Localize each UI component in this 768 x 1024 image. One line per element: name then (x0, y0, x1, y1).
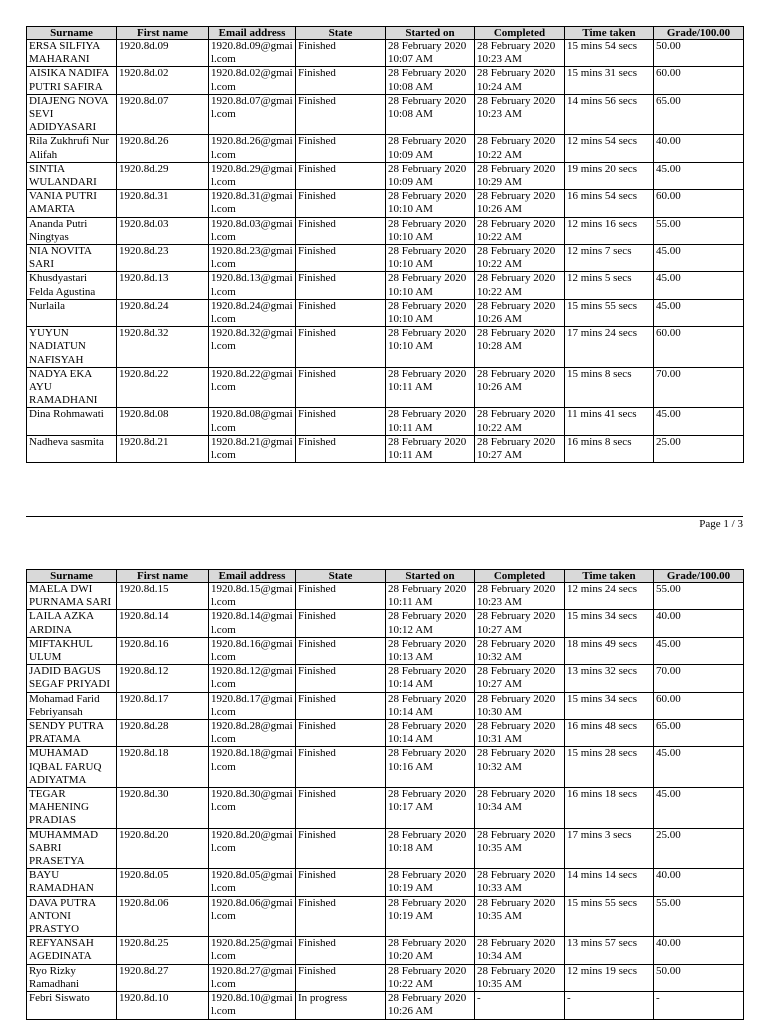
grade-cell: 50.00 (654, 40, 744, 67)
first-name-cell: 1920.8d.07 (117, 94, 209, 135)
grade-cell: 25.00 (654, 828, 744, 869)
first-name-cell: 1920.8d.15 (117, 583, 209, 610)
email-cell: 1920.8d.30@gmail.com (209, 788, 296, 829)
time-taken-cell: 15 mins 31 secs (565, 67, 654, 94)
table-row (27, 869, 744, 896)
table-row (27, 747, 744, 788)
surname-cell: TEGAR MAHENING PRADIAS (27, 788, 117, 829)
table-row (27, 720, 744, 747)
first-name-cell: 1920.8d.14 (117, 610, 209, 637)
state-cell: Finished (296, 692, 386, 719)
first-name-cell: 1920.8d.30 (117, 788, 209, 829)
state-cell: Finished (296, 937, 386, 964)
grade-cell: 45.00 (654, 299, 744, 326)
table-row (27, 637, 744, 664)
completed-cell: 28 February 2020 10:35 AM (475, 964, 565, 991)
completed-cell: 28 February 2020 10:35 AM (475, 828, 565, 869)
completed-cell: 28 February 2020 10:26 AM (475, 190, 565, 217)
table-row (27, 67, 744, 94)
completed-cell: 28 February 2020 10:23 AM (475, 40, 565, 67)
started-on-cell: 28 February 2020 10:19 AM (386, 869, 475, 896)
state-cell: Finished (296, 788, 386, 829)
completed-cell: 28 February 2020 10:24 AM (475, 67, 565, 94)
email-cell: 1920.8d.29@gmail.com (209, 162, 296, 189)
table-body (27, 40, 744, 463)
first-name-cell: 1920.8d.03 (117, 217, 209, 244)
surname-cell: MUHAMMAD SABRI PRASETYA (27, 828, 117, 869)
email-cell: 1920.8d.05@gmail.com (209, 869, 296, 896)
first-name-cell: 1920.8d.24 (117, 299, 209, 326)
started-on-cell: 28 February 2020 10:10 AM (386, 190, 475, 217)
grade-cell: 55.00 (654, 217, 744, 244)
page-number: Page 1 / 3 (699, 518, 743, 530)
started-on-cell: 28 February 2020 10:09 AM (386, 135, 475, 162)
started-on-cell: 28 February 2020 10:08 AM (386, 94, 475, 135)
email-cell: 1920.8d.09@gmail.com (209, 40, 296, 67)
first-name-cell: 1920.8d.27 (117, 964, 209, 991)
first-name-cell: 1920.8d.17 (117, 692, 209, 719)
state-cell: Finished (296, 327, 386, 368)
completed-cell: 28 February 2020 10:34 AM (475, 937, 565, 964)
table-header-row (27, 570, 744, 583)
email-cell: 1920.8d.31@gmail.com (209, 190, 296, 217)
state-cell: Finished (296, 828, 386, 869)
completed-cell: 28 February 2020 10:22 AM (475, 272, 565, 299)
state-cell: Finished (296, 637, 386, 664)
state-cell: Finished (296, 367, 386, 408)
table-row (27, 162, 744, 189)
time-taken-cell: 17 mins 3 secs (565, 828, 654, 869)
email-cell: 1920.8d.16@gmail.com (209, 637, 296, 664)
started-on-cell: 28 February 2020 10:10 AM (386, 272, 475, 299)
table-body (27, 583, 744, 1020)
grade-cell: 50.00 (654, 964, 744, 991)
time-taken-cell: 17 mins 24 secs (565, 327, 654, 368)
completed-cell: 28 February 2020 10:26 AM (475, 299, 565, 326)
table-row (27, 665, 744, 692)
first-name-cell: 1920.8d.22 (117, 367, 209, 408)
time-taken-cell: 12 mins 19 secs (565, 964, 654, 991)
grade-cell: 60.00 (654, 67, 744, 94)
surname-cell: SINTIA WULANDARI (27, 162, 117, 189)
first-name-cell: 1920.8d.26 (117, 135, 209, 162)
table-row (27, 94, 744, 135)
state-cell: Finished (296, 665, 386, 692)
started-on-cell: 28 February 2020 10:10 AM (386, 245, 475, 272)
email-cell: 1920.8d.22@gmail.com (209, 367, 296, 408)
first-name-header: First name (117, 27, 209, 40)
started-on-cell: 28 February 2020 10:10 AM (386, 299, 475, 326)
surname-cell: Rila Zukhrufi Nur Alifah (27, 135, 117, 162)
first-name-cell: 1920.8d.20 (117, 828, 209, 869)
table-row (27, 408, 744, 435)
surname-header: Surname (27, 570, 117, 583)
grade-cell: 40.00 (654, 610, 744, 637)
surname-cell: Nadheva sasmita (27, 435, 117, 462)
email-cell: 1920.8d.17@gmail.com (209, 692, 296, 719)
surname-cell: NADYA EKA AYU RAMADHANI (27, 367, 117, 408)
table-row (27, 583, 744, 610)
surname-header: Surname (27, 27, 117, 40)
started-on-cell: 28 February 2020 10:18 AM (386, 828, 475, 869)
email-cell: 1920.8d.03@gmail.com (209, 217, 296, 244)
table-row (27, 299, 744, 326)
time-taken-cell: - (565, 992, 654, 1019)
surname-cell: ERSA SILFIYA MAHARANI (27, 40, 117, 67)
time-taken-cell: 12 mins 54 secs (565, 135, 654, 162)
completed-cell: 28 February 2020 10:26 AM (475, 367, 565, 408)
started-on-cell: 28 February 2020 10:19 AM (386, 896, 475, 937)
completed-cell: 28 February 2020 10:31 AM (475, 720, 565, 747)
email-cell: 1920.8d.27@gmail.com (209, 964, 296, 991)
state-cell: Finished (296, 190, 386, 217)
email-cell: 1920.8d.07@gmail.com (209, 94, 296, 135)
first-name-cell: 1920.8d.08 (117, 408, 209, 435)
first-name-cell: 1920.8d.12 (117, 665, 209, 692)
first-name-cell: 1920.8d.05 (117, 869, 209, 896)
surname-cell: MIFTAKHUL ULUM (27, 637, 117, 664)
started-on-cell: 28 February 2020 10:20 AM (386, 937, 475, 964)
grade-cell: 45.00 (654, 408, 744, 435)
state-cell: Finished (296, 747, 386, 788)
grade-cell: 70.00 (654, 367, 744, 408)
time-taken-cell: 15 mins 55 secs (565, 299, 654, 326)
time-taken-cell: 14 mins 14 secs (565, 869, 654, 896)
email-cell: 1920.8d.20@gmail.com (209, 828, 296, 869)
table-row (27, 367, 744, 408)
completed-cell: 28 February 2020 10:27 AM (475, 435, 565, 462)
first-name-cell: 1920.8d.02 (117, 67, 209, 94)
email-cell: 1920.8d.06@gmail.com (209, 896, 296, 937)
completed-cell: 28 February 2020 10:32 AM (475, 637, 565, 664)
grade-cell: 45.00 (654, 162, 744, 189)
table-row (27, 272, 744, 299)
completed-cell: 28 February 2020 10:29 AM (475, 162, 565, 189)
completed-cell: 28 February 2020 10:35 AM (475, 896, 565, 937)
time-taken-header: Time taken (565, 570, 654, 583)
email-cell: 1920.8d.24@gmail.com (209, 299, 296, 326)
started-on-cell: 28 February 2020 10:11 AM (386, 583, 475, 610)
started-on-cell: 28 February 2020 10:07 AM (386, 40, 475, 67)
surname-cell: Khusdyastari Felda Agustina (27, 272, 117, 299)
grade-cell: 40.00 (654, 937, 744, 964)
first-name-cell: 1920.8d.16 (117, 637, 209, 664)
completed-cell: 28 February 2020 10:27 AM (475, 610, 565, 637)
surname-cell: Ryo Rizky Ramadhani (27, 964, 117, 991)
email-cell: 1920.8d.12@gmail.com (209, 665, 296, 692)
first-name-cell: 1920.8d.10 (117, 992, 209, 1019)
started-on-cell: 28 February 2020 10:11 AM (386, 408, 475, 435)
email-cell: 1920.8d.08@gmail.com (209, 408, 296, 435)
time-taken-cell: 15 mins 34 secs (565, 692, 654, 719)
grade-cell: 70.00 (654, 665, 744, 692)
completed-cell: 28 February 2020 10:28 AM (475, 327, 565, 368)
email-cell: 1920.8d.28@gmail.com (209, 720, 296, 747)
completed-cell: 28 February 2020 10:23 AM (475, 583, 565, 610)
table-row (27, 992, 744, 1019)
state-cell: Finished (296, 217, 386, 244)
started-on-cell: 28 February 2020 10:14 AM (386, 665, 475, 692)
state-cell: Finished (296, 610, 386, 637)
table-row (27, 435, 744, 462)
grade-cell: 40.00 (654, 135, 744, 162)
state-cell: In progress (296, 992, 386, 1019)
state-cell: Finished (296, 135, 386, 162)
email-cell: 1920.8d.26@gmail.com (209, 135, 296, 162)
state-cell: Finished (296, 408, 386, 435)
state-cell: Finished (296, 720, 386, 747)
time-taken-cell: 15 mins 34 secs (565, 610, 654, 637)
state-cell: Finished (296, 299, 386, 326)
completed-cell: 28 February 2020 10:32 AM (475, 747, 565, 788)
grade-cell: 45.00 (654, 637, 744, 664)
grades-table-page-2 (26, 569, 744, 1020)
state-cell: Finished (296, 245, 386, 272)
time-taken-cell: 15 mins 28 secs (565, 747, 654, 788)
email-header: Email address (209, 27, 296, 40)
time-taken-cell: 12 mins 7 secs (565, 245, 654, 272)
surname-cell: LAILA AZKA ARDINA (27, 610, 117, 637)
grade-cell: 60.00 (654, 190, 744, 217)
table-row (27, 828, 744, 869)
completed-cell: 28 February 2020 10:23 AM (475, 94, 565, 135)
time-taken-cell: 13 mins 32 secs (565, 665, 654, 692)
email-cell: 1920.8d.23@gmail.com (209, 245, 296, 272)
time-taken-cell: 18 mins 49 secs (565, 637, 654, 664)
table-row (27, 40, 744, 67)
time-taken-cell: 16 mins 8 secs (565, 435, 654, 462)
table-row (27, 135, 744, 162)
grade-cell: - (654, 992, 744, 1019)
time-taken-cell: 12 mins 5 secs (565, 272, 654, 299)
surname-cell: YUYUN NADIATUN NAFISYAH (27, 327, 117, 368)
grade-cell: 55.00 (654, 583, 744, 610)
email-cell: 1920.8d.32@gmail.com (209, 327, 296, 368)
grade-cell: 40.00 (654, 869, 744, 896)
time-taken-cell: 12 mins 24 secs (565, 583, 654, 610)
state-cell: Finished (296, 896, 386, 937)
surname-cell: NIA NOVITA SARI (27, 245, 117, 272)
state-cell: Finished (296, 94, 386, 135)
time-taken-cell: 16 mins 48 secs (565, 720, 654, 747)
table-row (27, 692, 744, 719)
state-header: State (296, 570, 386, 583)
grade-cell: 45.00 (654, 272, 744, 299)
started-on-cell: 28 February 2020 10:17 AM (386, 788, 475, 829)
surname-cell: REFYANSAH AGEDINATA (27, 937, 117, 964)
email-cell: 1920.8d.21@gmail.com (209, 435, 296, 462)
time-taken-header: Time taken (565, 27, 654, 40)
started-on-header: Started on (386, 570, 475, 583)
email-cell: 1920.8d.02@gmail.com (209, 67, 296, 94)
completed-cell: 28 February 2020 10:22 AM (475, 135, 565, 162)
completed-cell: 28 February 2020 10:22 AM (475, 245, 565, 272)
grade-cell: 60.00 (654, 327, 744, 368)
surname-cell: MUHAMAD IQBAL FARUQ ADIYATMA (27, 747, 117, 788)
started-on-cell: 28 February 2020 10:09 AM (386, 162, 475, 189)
state-cell: Finished (296, 435, 386, 462)
first-name-cell: 1920.8d.23 (117, 245, 209, 272)
completed-cell: 28 February 2020 10:27 AM (475, 665, 565, 692)
started-on-cell: 28 February 2020 10:14 AM (386, 692, 475, 719)
started-on-header: Started on (386, 27, 475, 40)
state-cell: Finished (296, 272, 386, 299)
completed-cell: 28 February 2020 10:33 AM (475, 869, 565, 896)
grade-cell: 45.00 (654, 747, 744, 788)
email-cell: 1920.8d.10@gmail.com (209, 992, 296, 1019)
table-row (27, 327, 744, 368)
time-taken-cell: 15 mins 8 secs (565, 367, 654, 408)
started-on-cell: 28 February 2020 10:12 AM (386, 610, 475, 637)
surname-cell: Mohamad Farid Febriyansah (27, 692, 117, 719)
table-row (27, 610, 744, 637)
grade-cell: 25.00 (654, 435, 744, 462)
surname-cell: MAELA DWI PURNAMA SARI (27, 583, 117, 610)
email-cell: 1920.8d.25@gmail.com (209, 937, 296, 964)
first-name-cell: 1920.8d.13 (117, 272, 209, 299)
table-row (27, 896, 744, 937)
started-on-cell: 28 February 2020 10:10 AM (386, 327, 475, 368)
grade-cell: 65.00 (654, 94, 744, 135)
state-cell: Finished (296, 964, 386, 991)
started-on-cell: 28 February 2020 10:13 AM (386, 637, 475, 664)
table-row (27, 190, 744, 217)
state-cell: Finished (296, 67, 386, 94)
surname-cell: Febri Siswato (27, 992, 117, 1019)
grade-header: Grade/100.00 (654, 570, 744, 583)
completed-cell: 28 February 2020 10:22 AM (475, 217, 565, 244)
time-taken-cell: 16 mins 54 secs (565, 190, 654, 217)
time-taken-cell: 11 mins 41 secs (565, 408, 654, 435)
email-header: Email address (209, 570, 296, 583)
first-name-cell: 1920.8d.32 (117, 327, 209, 368)
table-row (27, 964, 744, 991)
surname-cell: Dina Rohmawati (27, 408, 117, 435)
surname-cell: SENDY PUTRA PRATAMA (27, 720, 117, 747)
table-row (27, 217, 744, 244)
first-name-cell: 1920.8d.21 (117, 435, 209, 462)
surname-cell: Nurlaila (27, 299, 117, 326)
grade-cell: 55.00 (654, 896, 744, 937)
completed-cell: 28 February 2020 10:22 AM (475, 408, 565, 435)
surname-cell: VANIA PUTRI AMARTA (27, 190, 117, 217)
first-name-cell: 1920.8d.09 (117, 40, 209, 67)
time-taken-cell: 16 mins 18 secs (565, 788, 654, 829)
completed-header: Completed (475, 27, 565, 40)
surname-cell: DIAJENG NOVA SEVI ADIDYASARI (27, 94, 117, 135)
started-on-cell: 28 February 2020 10:16 AM (386, 747, 475, 788)
grade-cell: 60.00 (654, 692, 744, 719)
completed-header: Completed (475, 570, 565, 583)
grades-table-page-1 (26, 26, 744, 463)
started-on-cell: 28 February 2020 10:10 AM (386, 217, 475, 244)
table-header-row (27, 27, 744, 40)
time-taken-cell: 13 mins 57 secs (565, 937, 654, 964)
completed-cell: 28 February 2020 10:34 AM (475, 788, 565, 829)
surname-cell: AISIKA NADIFA PUTRI SAFIRA (27, 67, 117, 94)
grade-cell: 45.00 (654, 245, 744, 272)
table-row (27, 788, 744, 829)
started-on-cell: 28 February 2020 10:22 AM (386, 964, 475, 991)
grade-cell: 65.00 (654, 720, 744, 747)
started-on-cell: 28 February 2020 10:26 AM (386, 992, 475, 1019)
page-divider (26, 516, 743, 517)
time-taken-cell: 14 mins 56 secs (565, 94, 654, 135)
email-cell: 1920.8d.18@gmail.com (209, 747, 296, 788)
time-taken-cell: 12 mins 16 secs (565, 217, 654, 244)
first-name-cell: 1920.8d.18 (117, 747, 209, 788)
first-name-header: First name (117, 570, 209, 583)
email-cell: 1920.8d.13@gmail.com (209, 272, 296, 299)
started-on-cell: 28 February 2020 10:08 AM (386, 67, 475, 94)
started-on-cell: 28 February 2020 10:11 AM (386, 367, 475, 408)
grade-cell: 45.00 (654, 788, 744, 829)
completed-cell: 28 February 2020 10:30 AM (475, 692, 565, 719)
state-header: State (296, 27, 386, 40)
completed-cell: - (475, 992, 565, 1019)
surname-cell: Ananda Putri Ningtyas (27, 217, 117, 244)
surname-cell: BAYU RAMADHAN (27, 869, 117, 896)
state-cell: Finished (296, 869, 386, 896)
state-cell: Finished (296, 162, 386, 189)
table-row (27, 937, 744, 964)
time-taken-cell: 15 mins 55 secs (565, 896, 654, 937)
first-name-cell: 1920.8d.25 (117, 937, 209, 964)
email-cell: 1920.8d.14@gmail.com (209, 610, 296, 637)
first-name-cell: 1920.8d.28 (117, 720, 209, 747)
surname-cell: DAVA PUTRA ANTONI PRASTYO (27, 896, 117, 937)
first-name-cell: 1920.8d.31 (117, 190, 209, 217)
email-cell: 1920.8d.15@gmail.com (209, 583, 296, 610)
grade-header: Grade/100.00 (654, 27, 744, 40)
started-on-cell: 28 February 2020 10:11 AM (386, 435, 475, 462)
time-taken-cell: 15 mins 54 secs (565, 40, 654, 67)
first-name-cell: 1920.8d.29 (117, 162, 209, 189)
time-taken-cell: 19 mins 20 secs (565, 162, 654, 189)
state-cell: Finished (296, 40, 386, 67)
table-row (27, 245, 744, 272)
surname-cell: JADID BAGUS SEGAF PRIYADI (27, 665, 117, 692)
state-cell: Finished (296, 583, 386, 610)
first-name-cell: 1920.8d.06 (117, 896, 209, 937)
started-on-cell: 28 February 2020 10:14 AM (386, 720, 475, 747)
